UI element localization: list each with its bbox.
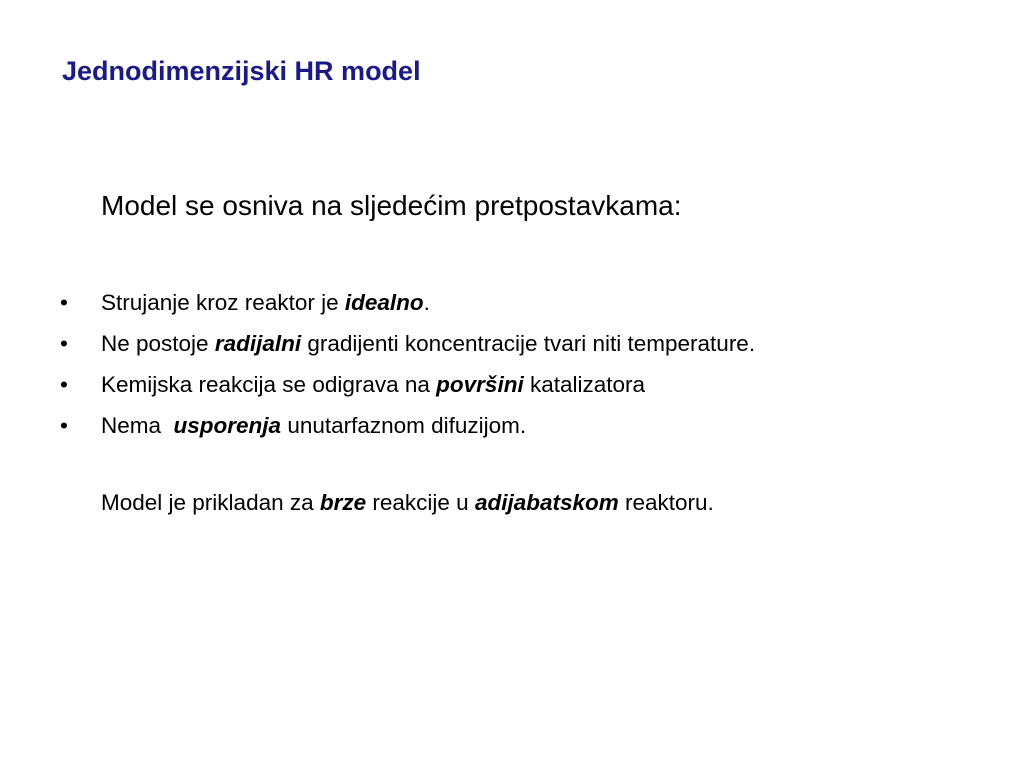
- bullet-text: [101, 405, 526, 446]
- bullet-emphasis: idealno: [344, 290, 424, 315]
- bullet-text: [101, 282, 430, 323]
- bullet-text-before: Kemijska reakcija se odigrava na: [101, 372, 437, 397]
- bullet-text: [101, 364, 645, 405]
- bullet-text-after: gradijenti koncentracije tvari niti temperature.: [301, 331, 756, 356]
- bullet-icon: •: [60, 331, 68, 356]
- conclusion-emphasis: brze: [319, 490, 367, 515]
- intro-text: Model se osniva na sljedećim pretpostavkama:: [101, 190, 682, 221]
- bullet-icon: •: [60, 413, 68, 438]
- conclusion-part: reakcije u: [366, 490, 475, 515]
- bullet-emphasis: usporenja: [173, 413, 282, 438]
- bullet-icon: •: [60, 372, 68, 397]
- bullet-text-after: .: [423, 290, 430, 315]
- bullet-text-after: katalizatora: [523, 372, 646, 397]
- bullet-emphasis: površini: [436, 372, 524, 397]
- conclusion-part: Model je prikladan za: [101, 490, 320, 515]
- bullet-text-before: Ne postoje: [101, 331, 215, 356]
- bullet-text-before: Strujanje kroz reaktor je: [101, 290, 345, 315]
- bullet-icon: •: [60, 290, 68, 315]
- bullet-text-after: unutarfaznom difuzijom.: [281, 413, 527, 438]
- bullet-text: [101, 323, 755, 364]
- slide-title: Jednodimenzijski HR model: [62, 56, 421, 86]
- bullet-emphasis: radijalni: [214, 331, 302, 356]
- bullet-text-before: Nema: [101, 413, 174, 438]
- conclusion-part: reaktoru.: [618, 490, 714, 515]
- conclusion-text: [101, 490, 714, 516]
- conclusion-emphasis: adijabatskom: [474, 490, 619, 515]
